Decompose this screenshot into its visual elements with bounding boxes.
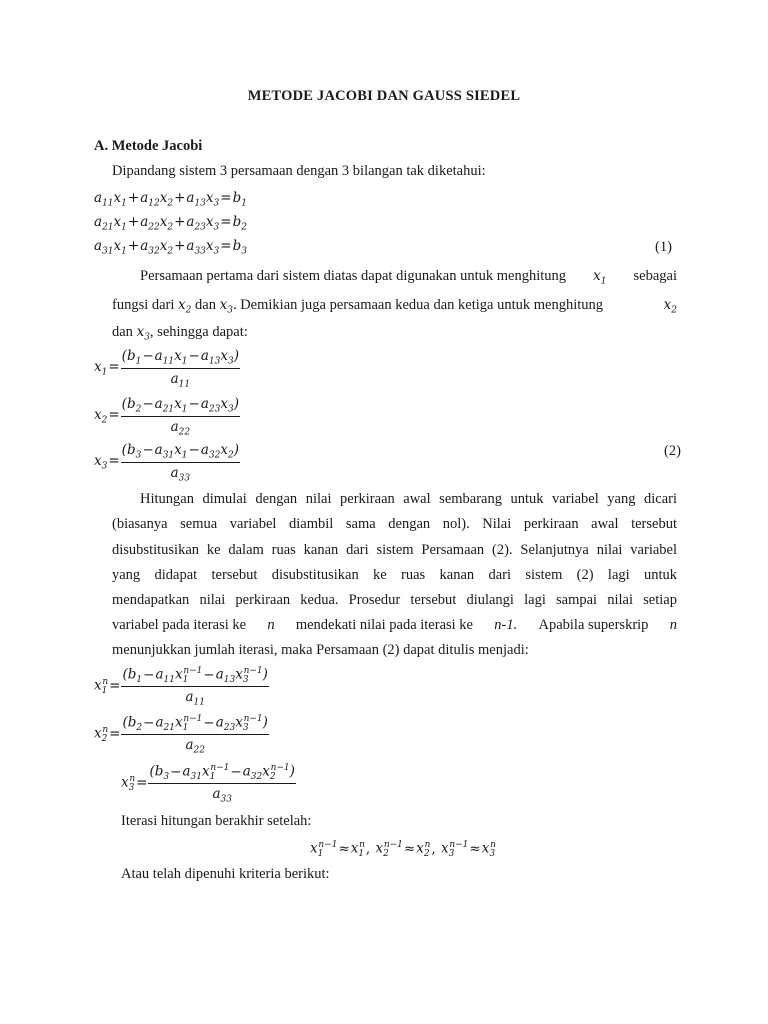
equation-2-x1: $x_1=$ $\frac{(b_1-a_{11}x_1-a_{13}x_3)}{a_{11}}$: [94, 348, 239, 390]
para1-text-1b: sebagai: [633, 268, 677, 284]
equation-2-x3: $x_3=$ $\frac{(b_3-a_{31}x_1-a_{32}x_2)}{a_{33}}$: [94, 442, 239, 484]
para2-line-7: menunjukkan jumlah iterasi, maka Persamaan (2) dapat ditulis menjadi:: [112, 642, 529, 658]
para2-text-6a: variabel pada iterasi ke: [112, 617, 247, 633]
para2-line-3: disubstitusikan ke dalam ruas kanan dari sistem Persamaan (2). Selanjutnya nilai variabel: [112, 542, 677, 558]
criteria-text: Atau telah dipenuhi kriteria berikut:: [121, 866, 330, 882]
para2-line-1: Hitungan dimulai dengan nilai perkiraan awal sembarang untuk variabel yang dicari: [140, 491, 677, 507]
para1-text-1a: Persamaan pertama dari sistem diatas dapat digunakan untuk menghitung: [140, 268, 567, 284]
equation-1-row-3: $a_{31}x_1+a_{32}x_2+a_{33}x_3=b_3$: [94, 238, 247, 257]
iteration-end-text: Iterasi hitungan berakhir setelah:: [121, 813, 312, 829]
equation-number-2: (2): [664, 443, 681, 459]
convergence-condition: $x_1^{n-1}\approx x_1^n$, $x_2^{n-1}\approx x_2^n$, $x_3^{n-1}\approx x_3^n$: [310, 840, 496, 860]
para2-n-minus-1: n-1.: [494, 617, 518, 633]
para2-line-6: [112, 617, 677, 634]
page-title: METODE JACOBI DAN GAUSS SIEDEL: [247, 88, 521, 104]
equation-1-row-2: $a_{21}x_1+a_{22}x_2+a_{23}x_3=b_2$: [94, 214, 247, 233]
para2-text-6b: mendekati nilai pada iterasi ke: [295, 617, 473, 633]
para2-text-6d: Apabila superskrip: [538, 617, 649, 633]
para2-n-2: n: [669, 617, 677, 633]
para1-text-2c: . Demikian juga persamaan kedua dan ketiga untuk menghitung: [232, 297, 604, 313]
iter-equation-x3: $x_3^n=$ $\frac{(b_3-a_{31}x_1^{n-1}-a_{32}x_2^{n-1})}{a_{33}}$: [121, 763, 295, 805]
var-x2: $x_2$: [178, 297, 192, 316]
para2-line-4: yang didapat tersebut disubstitusikan ke ruas kanan dari sistem (2) lagi untuk: [112, 567, 677, 583]
para1-text-2b: dan: [195, 297, 216, 313]
para2-n: n: [267, 617, 275, 633]
var-x2-b: $x_2$: [663, 297, 677, 316]
equation-number-1: (1): [655, 239, 672, 255]
para2-line-5: mendapatkan nilai perkiraan kedua. Prosedur tersebut diulangi lagi sampai nilai setiap: [112, 592, 677, 608]
equation-1-row-1: $a_{11}x_1+a_{12}x_2+a_{13}x_3=b_1$: [94, 190, 247, 209]
para1-line-1: [140, 268, 677, 287]
para1-text-3b: , sehingga dapat:: [149, 324, 248, 340]
var-x3: $x_3$: [219, 297, 233, 316]
section-heading: A. Metode Jacobi: [94, 138, 203, 154]
var-x3-b: $x_3$: [136, 324, 150, 343]
var-x1: $x_1$: [593, 268, 607, 287]
para1-line-2: [112, 297, 677, 316]
para1-line-3: [112, 324, 248, 343]
para2-line-2: (biasanya semua variabel diambil sama dengan nol). Nilai perkiraan awal tersebut: [112, 516, 677, 532]
intro-text: Dipandang sistem 3 persamaan dengan 3 bilangan tak diketahui:: [112, 163, 486, 179]
iter-equation-x1: $x_1^n=$ $\frac{(b_1-a_{11}x_1^{n-1}-a_{13}x_3^{n-1})}{a_{11}}$: [94, 666, 268, 708]
para1-text-3a: dan: [112, 324, 133, 340]
para1-text-2a: fungsi dari: [112, 297, 175, 313]
iter-equation-x2: $x_2^n=$ $\frac{(b_2-a_{21}x_1^{n-1}-a_{23}x_3^{n-1})}{a_{22}}$: [94, 714, 268, 756]
equation-2-x2: $x_2=$ $\frac{(b_2-a_{21}x_1-a_{23}x_3)}{a_{22}}$: [94, 396, 239, 438]
